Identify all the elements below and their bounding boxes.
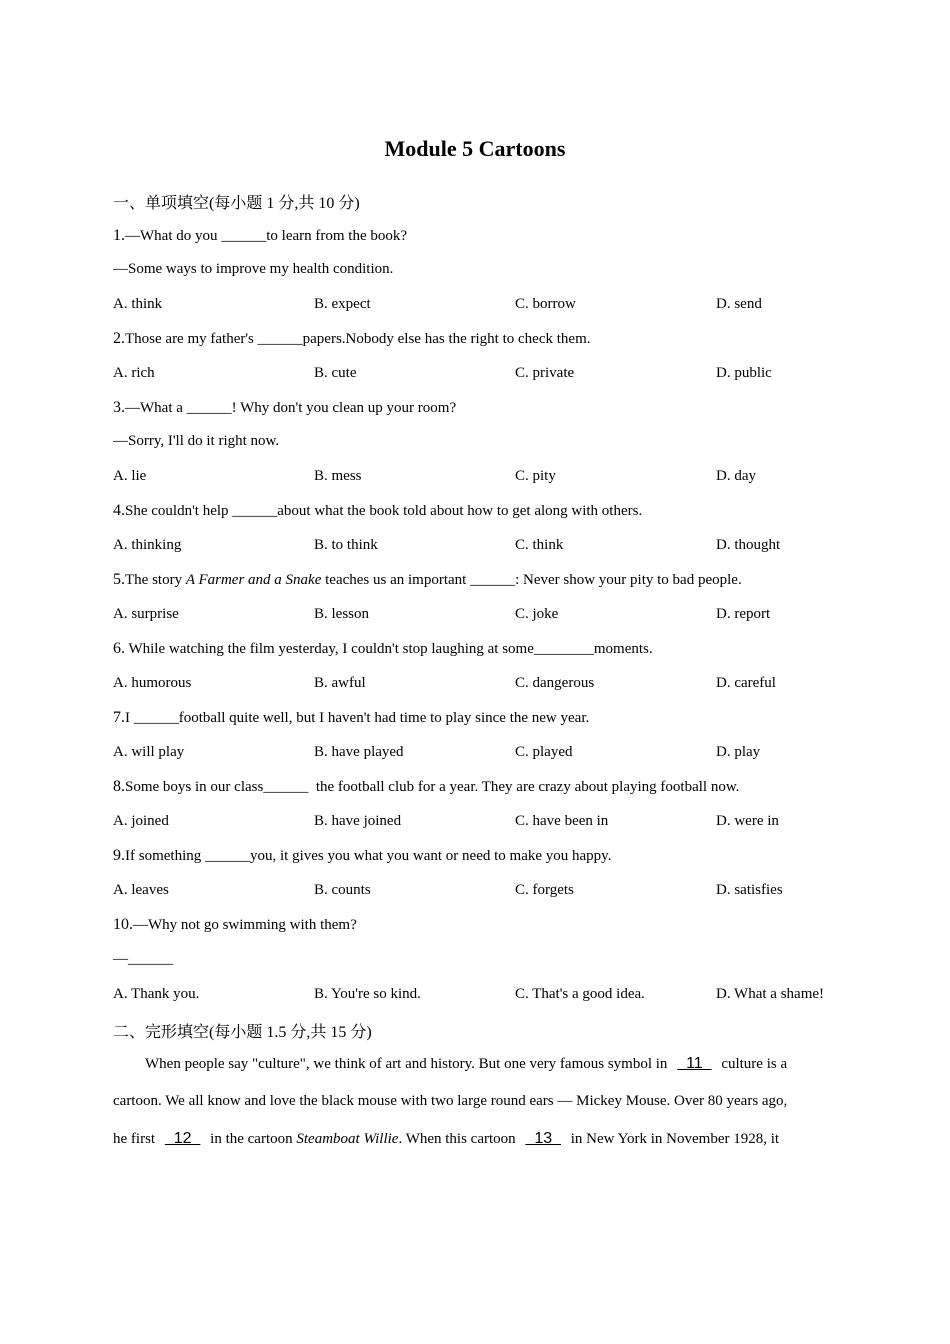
question-stem: While watching the film yesterday, I couldn't stop laughing at some________moments. [125, 641, 653, 657]
question-8-option-b: B. have joined [314, 813, 402, 829]
question-1 [113, 227, 407, 245]
question-6-option-d: D. careful [716, 675, 776, 691]
question-3-option-d: D. day [716, 468, 756, 484]
question-4-option-c: C. think [515, 537, 564, 553]
question-number: 4. [113, 502, 125, 519]
blank-12: 12 [164, 1130, 201, 1147]
question-10-reply: —______ [113, 951, 173, 967]
question-2-option-d: D. public [716, 365, 772, 381]
question-9 [113, 847, 611, 865]
question-10-option-b: B. You're so kind. [314, 986, 421, 1002]
question-stem: Those are my father's ______papers.Nobody else has the right to check them. [125, 331, 591, 347]
question-stem-post: teaches us an important ______: Never show your pity to bad people. [321, 572, 742, 588]
passage-text: . When this cartoon [398, 1131, 520, 1147]
question-number: 8. [113, 778, 125, 795]
question-stem: —What do you ______to learn from the book? [125, 228, 408, 244]
question-stem-pre: The story [125, 572, 186, 588]
question-stem: —Why not go swimming with them? [133, 917, 357, 933]
question-number: 3. [113, 399, 125, 416]
question-number: 2. [113, 330, 125, 347]
question-2-option-b: B. cute [314, 365, 357, 381]
question-8-option-d: D. were in [716, 813, 779, 829]
question-stem: She couldn't help ______about what the book told about how to get along with others. [125, 503, 643, 519]
question-1-option-c: C. borrow [515, 296, 576, 312]
question-7-option-c: C. played [515, 744, 573, 760]
question-8-option-c: C. have been in [515, 813, 609, 829]
passage-line-2: cartoon. We all know and love the black mouse with two large round ears — Mickey Mouse. Over 80 years ago, [113, 1093, 788, 1109]
passage-line-1 [113, 1055, 835, 1073]
blank-11: 11 [677, 1055, 712, 1072]
question-number: 6. [113, 640, 125, 657]
question-1-option-b: B. expect [314, 296, 371, 312]
question-8-option-a: A. joined [113, 813, 169, 829]
question-9-option-a: A. leaves [113, 882, 169, 898]
question-5 [113, 571, 742, 589]
question-10-option-d: D. What a shame! [716, 986, 825, 1002]
question-number: 9. [113, 847, 125, 864]
question-1-option-d: D. send [716, 296, 762, 312]
question-3-reply: —Sorry, I'll do it right now. [113, 433, 280, 449]
question-number: 5. [113, 571, 125, 588]
question-8 [113, 778, 739, 796]
passage-line-3 [113, 1130, 835, 1148]
question-5-option-d: D. report [716, 606, 771, 622]
question-6 [113, 640, 653, 658]
question-4-option-a: A. thinking [113, 537, 182, 553]
question-number: 7. [113, 709, 125, 726]
question-5-option-c: C. joke [515, 606, 559, 622]
question-number: 10. [113, 916, 133, 933]
question-6-option-c: C. dangerous [515, 675, 595, 691]
question-7-option-b: B. have played [314, 744, 404, 760]
question-7-option-d: D. play [716, 744, 761, 760]
question-7-option-a: A. will play [113, 744, 185, 760]
passage-text: in the cartoon [206, 1131, 297, 1147]
question-4-option-b: B. to think [314, 537, 378, 553]
passage-text: culture is a [717, 1056, 788, 1072]
question-3-option-a: A. lie [113, 468, 147, 484]
question-9-option-d: D. satisfies [716, 882, 783, 898]
question-4 [113, 502, 642, 520]
question-2 [113, 330, 590, 348]
section1-heading: 一、单项填空(每小题 1 分,共 10 分) [113, 195, 360, 212]
passage-text: in New York in November 1928, it [567, 1131, 780, 1147]
question-10-option-c: C. That's a good idea. [515, 986, 645, 1002]
question-2-option-c: C. private [515, 365, 575, 381]
question-10-option-a: A. Thank you. [113, 986, 200, 1002]
question-1-option-a: A. think [113, 296, 163, 312]
question-stem: I ______football quite well, but I haven't had time to play since the new year. [125, 710, 590, 726]
question-stem: —What a ______! Why don't you clean up your room? [125, 400, 457, 416]
question-1-reply: —Some ways to improve my health condition. [113, 261, 394, 277]
question-9-option-b: B. counts [314, 882, 371, 898]
question-6-option-a: A. humorous [113, 675, 192, 691]
story-title: A Farmer and a Snake [185, 572, 322, 588]
question-3 [113, 399, 456, 417]
question-5-option-b: B. lesson [314, 606, 370, 622]
question-10 [113, 916, 357, 934]
question-5-option-a: A. surprise [113, 606, 179, 622]
question-2-option-a: A. rich [113, 365, 155, 381]
question-4-option-d: D. thought [716, 537, 781, 553]
section2-heading: 二、完形填空(每小题 1.5 分,共 15 分) [113, 1024, 372, 1041]
page-title: Module 5 Cartoons [384, 136, 566, 161]
question-number: 1. [113, 227, 125, 244]
question-9-option-c: C. forgets [515, 882, 574, 898]
cartoon-title: Steamboat Willie [296, 1131, 399, 1147]
passage-text: he first [113, 1131, 159, 1147]
question-stem: Some boys in our class______ the football club for a year. They are crazy about playing football now. [125, 779, 740, 795]
question-7 [113, 709, 589, 727]
passage-text: When people say "culture", we think of art and history. But one very famous symbol in [145, 1056, 672, 1072]
blank-13: 13 [525, 1130, 561, 1147]
question-stem: If something ______you, it gives you what you want or need to make you happy. [125, 848, 612, 864]
question-3-option-c: C. pity [515, 468, 556, 484]
question-6-option-b: B. awful [314, 675, 366, 691]
question-3-option-b: B. mess [314, 468, 362, 484]
